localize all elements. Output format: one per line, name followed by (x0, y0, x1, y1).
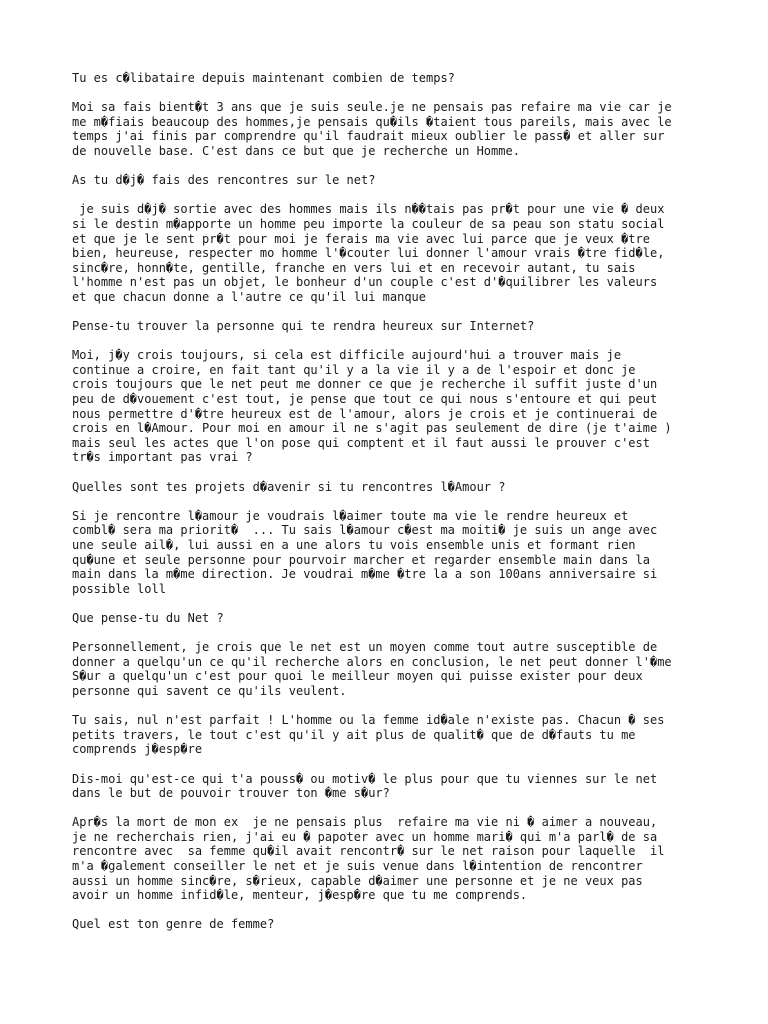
question-future-plans: Quelles sont tes projets d�avenir si tu rencontres l�Amour ? (72, 479, 506, 494)
answer-opinion-net: Personnellement, je crois que le net est un moyen comme tout autre susceptible de donner a quelqu'un ce qu'il recherche alors en conclusion, le net peut donner l'�me S�ur a quelqu'un c'est pour quoi le meilleur moyen qui puisse exister pour deux personne qui savent ce qu'ils veulent. (72, 640, 672, 698)
question-motivation: Dis-moi qu'est-ce qui t'a pouss� ou motiv� le plus pour que tu viennes sur le net dans le but de pouvoir trouver ton �me s�ur? (72, 771, 658, 801)
answer-motivation: Apr�s la mort de mon ex je ne pensais plus refaire ma vie ni � aimer a nouveau, je ne recherchais rien, j'ai eu � papoter avec un homme mari� qui m'a parl� de sa rencontre avec sa femme qu�il avait rencontr� sur le net raison pour laquelle il m'a �galement conseiller le net et je suis venue dans l�intention de rencontrer aussi un homme sinc�re, s�rieux, capable d�aimer une personne et je ne veux pas avoir un homme infid�le, menteur, j�esp�re que tu me comprends. (72, 815, 665, 903)
question-find-person-internet: Pense-tu trouver la personne qui te rendra heureux sur Internet? (72, 319, 535, 334)
paragraph-nobody-perfect: Tu sais, nul n'est parfait ! L'homme ou la femme id�ale n'existe pas. Chacun � ses petits travers, le tout c'est qu'il y ait plus de qualit� que de d�fauts tu me comprends j�esp�re (72, 713, 665, 757)
question-online-dating: As tu d�j� fais des rencontres sur le net? (72, 173, 376, 188)
answer-find-person-internet: Moi, j�y crois toujours, si cela est difficile aujourd'hui a trouver mais je continue a croire, en fait tant qu'il y a la vie il y a de l'espoir et donc je crois toujours que le net peut me donner ce que je recherche il suffit juste d'un peu de d�vouement c'est tout, je pense que tout ce qui nous s'entoure et qui peut nous permettre d'�tre heureux est de l'amour, alors je crois et je continuerai de crois en l�Amour. Pour moi en amour il ne s'agit pas seulement de dire (je t'aime ) mais seul les actes que l'on pose qui comptent et il faut aussi le prouver c'est tr�s important pas vrai ? (72, 348, 672, 465)
question-type-of-woman: Quel est ton genre de femme? (72, 917, 275, 932)
question-single-duration: Tu es c�libataire depuis maintenant combien de temps? (72, 71, 455, 85)
answer-online-dating: je suis d�j� sortie avec des hommes mais ils n��tais pas pr�t pour une vie � deux si le destin m�apporte un homme peu importe la couleur de sa peau son statu social et que je le sent pr�t pour moi je ferais ma vie avec lui parce que je veux �tre bien, heureuse, respecter mo homme l'�couter lui donner l'amour vrais �tre fid�le, sinc�re, honn�te, gentille, franche en vers lui et en recevoir autant, tu sais l'homme n'est pas un objet, le bonheur d'un couple c'est d'�quilibrer les valeurs et que chacun donne a l'autre ce qu'il lui manque (72, 202, 665, 304)
answer-single-duration: Moi sa fais bient�t 3 ans que je suis seule.je ne pensais pas refaire ma vie car je me m�fiais beaucoup des hommes,je pensais qu�ils �taient tous pareils, mais avec le temps j'ai finis par comprendre qu'il faudrait mieux oublier le pass� et aller sur de nouvelle base. C'est dans ce but que je recherche un Homme. (72, 100, 672, 158)
question-opinion-net: Que pense-tu du Net ? (72, 610, 224, 625)
document-page (72, 71, 712, 947)
answer-future-plans: Si je rencontre l�amour je voudrais l�aimer toute ma vie le rendre heureux et combl� sera ma priorit� ... Tu sais l�amour c�est ma moiti� je suis un ange avec une seule ail�, lui aussi en a une alors tu vois ensemble unis et formant rien qu�une et seule personne pour pourvoir marcher et regarder ensemble main dans la main dans la m�me direction. Je voudrai m�me �tre la a son 100ans anniversaire si possible loll (72, 508, 658, 596)
